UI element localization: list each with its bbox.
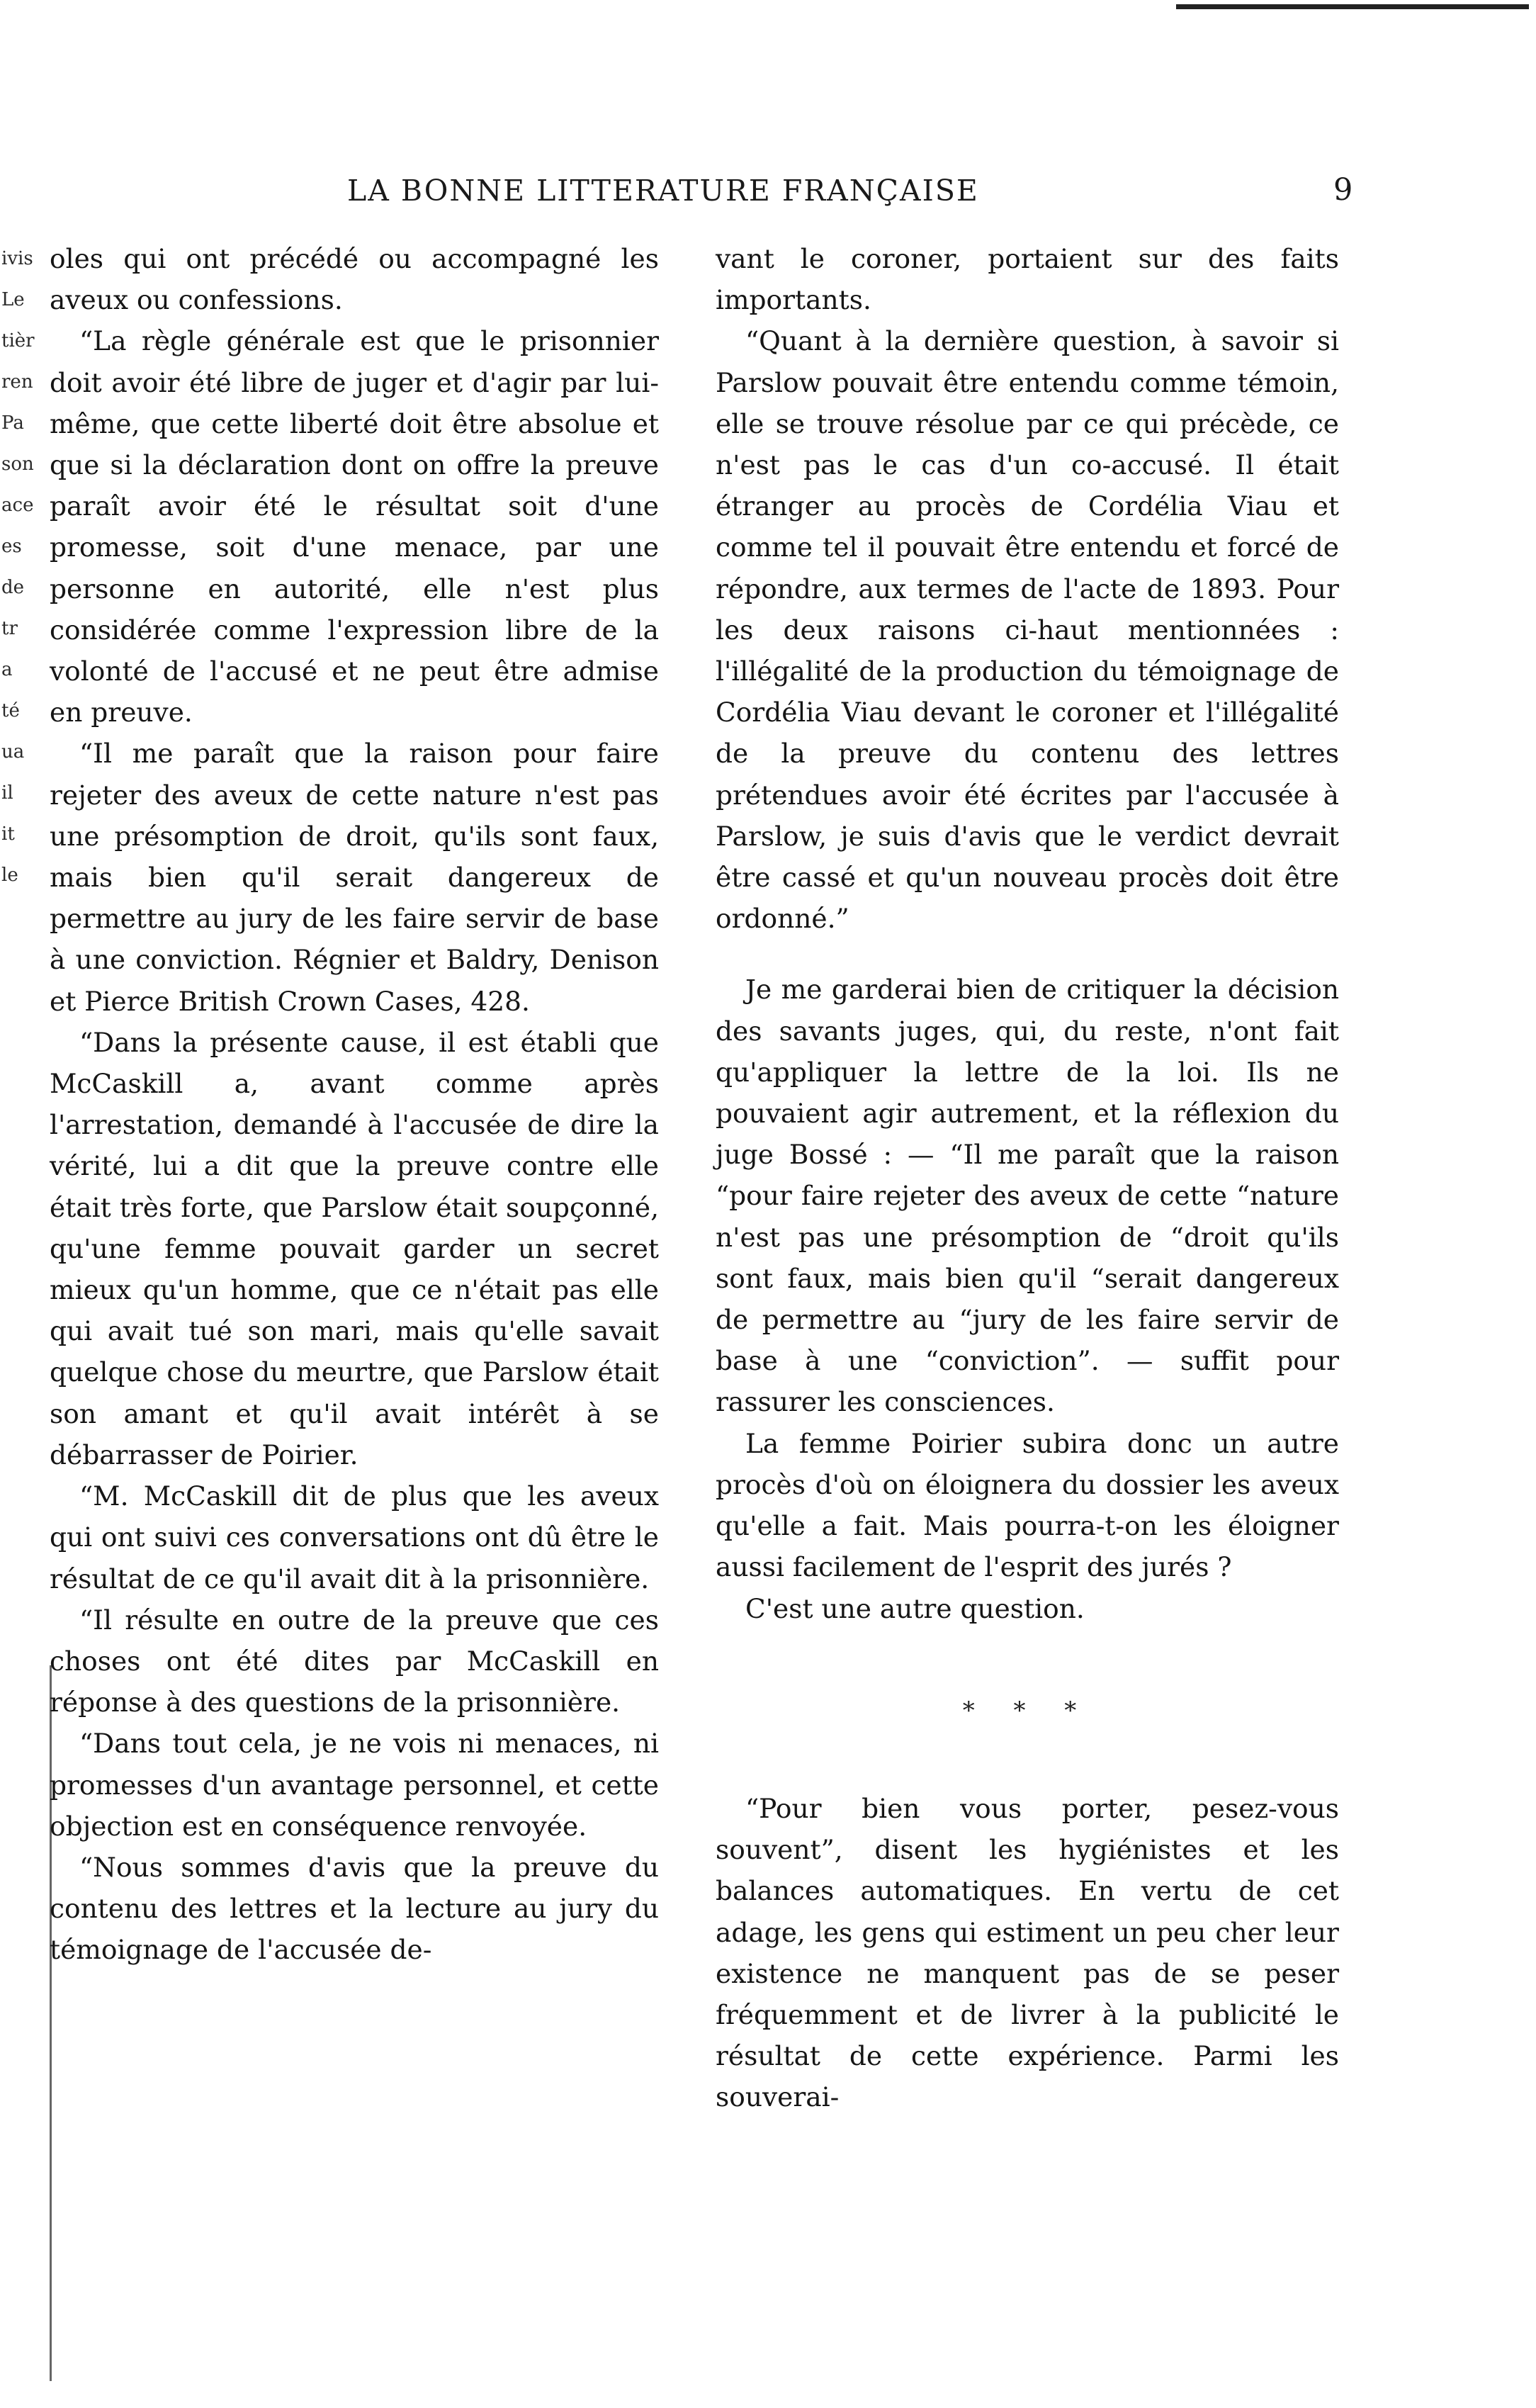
margin-fragment: le bbox=[1, 865, 18, 886]
paragraph: Je me garderai bien de critiquer la décision des savants juges, qui, du reste, n'ont fait qu'appliquer la lettre de la loi. Ils ne pouvaient agir autrement, et la réflexion du juge Bossé : — “Il me paraît que la raison “pour faire rejeter des aveux de cette “nature n'est pas une présomption de “droit qu'ils sont faux, mais bien qu'il “serait dangereux de permettre au “jury de les faire servir de base à une “conviction”. — suffit pour rassurer les consciences. bbox=[716, 974, 1339, 1418]
margin-fragment: son bbox=[1, 454, 34, 475]
paragraph: “Il résulte en outre de la preuve que ces choses ont été dites par McCaskill en réponse à des questions de la prisonnière. bbox=[50, 1604, 659, 1718]
section-separator: * * * bbox=[962, 1696, 1092, 1725]
right-column bbox=[716, 238, 1339, 2118]
margin-fragment: Pa bbox=[1, 412, 24, 434]
paragraph: La femme Poirier subira donc un autre procès d'où on éloignera du dossier les aveux qu'elle a fait. Mais pourra-t-on les éloigner aussi facilement de l'esprit des jurés ? bbox=[716, 1427, 1339, 1583]
running-header: LA BONNE LITTERATURE FRANÇAISE bbox=[347, 174, 979, 208]
paragraph: “Quant à la dernière question, à savoir si Parslow pouvait être entendu comme témoin, elle se trouve résolue par ce qui précède, ce n'est pas le cas d'un co-accusé. Il était étranger au procès de Cordélia Viau et comme tel il pouvait être entendu et forcé de répondre, aux termes de l'acte de 1893. Pour les deux raisons ci-haut mentionnées : l'illégalité de la production du témoignage de Cordélia Viau devant le coroner et l'illégalité de la preuve du contenu des lettres prétendues avoir été écrites par l'accusée à Parslow, je suis d'avis que le verdict devrait être cassé et qu'un nouveau procès doit être ordonné.” bbox=[716, 325, 1339, 935]
paragraph: vant le coroner, portaient sur des faits importants. bbox=[716, 243, 1339, 316]
margin-fragment: ace bbox=[1, 495, 34, 516]
margin-fragment: té bbox=[1, 700, 20, 721]
margin-fragment: de bbox=[1, 577, 25, 598]
margin-fragment: it bbox=[1, 823, 15, 845]
paragraph: “La règle générale est que le prisonnier doit avoir été libre de juger et d'agir par lui-même, que cette liberté doit être absolue et que si la déclaration dont on offre la preuve paraît avoir été le résultat soit d'une promesse, soit d'une menace, par une personne en autorité, elle n'est plus considérée comme l'expression libre de la volonté de l'accusé et ne peut être admise en preuve. bbox=[50, 325, 659, 728]
paragraph: “Nous sommes d'avis que la preuve du contenu des lettres et la lecture au jury du témoignage de l'accusée de- bbox=[50, 1851, 659, 1966]
margin-fragment: tièr bbox=[1, 330, 35, 351]
paragraph: “Dans la présente cause, il est établi que McCaskill a, avant comme après l'arrestation, demandé à l'accusée de dire la vérité, lui a dit que la preuve contre elle était très forte, que Parslow était soupçonné, qu'une femme pouvait garder un secret mieux qu'un homme, que ce n'était pas elle qui avait tué son mari, mais qu'elle savait quelque chose du meurtre, que Parslow était son amant et qu'il avait intérêt à se débarrasser de Poirier. bbox=[50, 1026, 659, 1470]
paragraph: “Il me paraît que la raison pour faire rejeter des aveux de cette nature n'est pas une présomption de droit, qu'ils sont faux, mais bien qu'il serait dangereux de permettre au jury de les faire servir de base à une conviction. Régnier et Baldry, Denison et Pierce British Crown Cases, 428. bbox=[50, 738, 659, 1017]
margin-fragment: ren bbox=[1, 371, 33, 393]
margin-fragment: a bbox=[1, 659, 13, 680]
scan-edge-rule bbox=[1176, 4, 1529, 9]
paragraph: “Dans tout cela, je ne vois ni menaces, ni promesses d'un avantage personnel, et cette objection est en conséquence renvoyée. bbox=[50, 1728, 659, 1842]
left-column bbox=[50, 238, 659, 1971]
paragraph: C'est une autre question. bbox=[745, 1592, 1085, 1624]
paragraph: “M. McCaskill dit de plus que les aveux qui ont suivi ces conversations ont dû être le résultat de ce qu'il avait dit à la prisonnière. bbox=[50, 1480, 659, 1594]
margin-fragment: es bbox=[1, 536, 22, 557]
page-number: 9 bbox=[1333, 172, 1353, 208]
margin-fragment: Le bbox=[1, 289, 25, 310]
paragraph: “Pour bien vous porter, pesez-vous souvent”, disent les hygiénistes et les balances automatiques. En vertu de cet adage, les gens qui estiment un peu cher leur existence ne manquent pas de se peser fréquemment et de livrer à la publicité le résultat de cette expérience. Parmi les souverai- bbox=[716, 1792, 1339, 2113]
paragraph: oles qui ont précédé ou accompagné les aveux ou confessions. bbox=[50, 243, 659, 316]
margin-fragment: ua bbox=[1, 741, 25, 763]
margin-fragment: il bbox=[1, 782, 13, 804]
margin-fragment: ivis bbox=[1, 248, 33, 269]
margin-fragment: tr bbox=[1, 618, 18, 639]
